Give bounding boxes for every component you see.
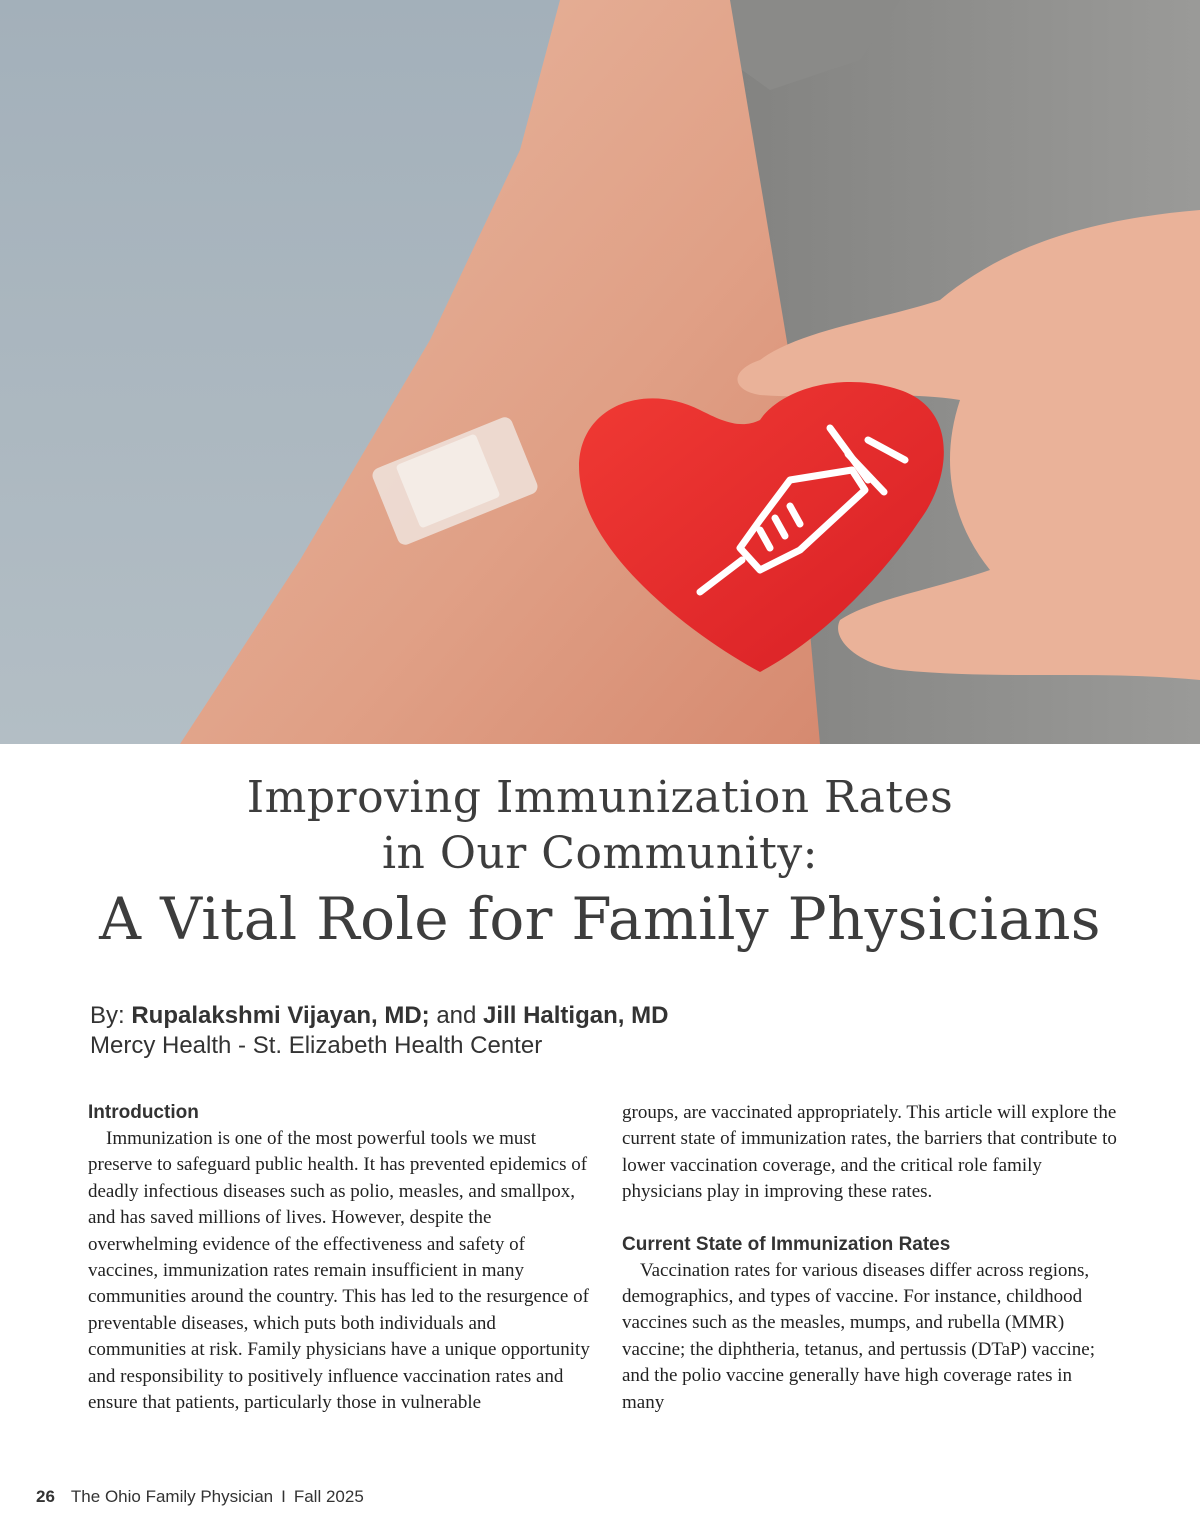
author-1: Rupalakshmi Vijayan, MD; bbox=[131, 1002, 430, 1029]
page-number: 26 bbox=[36, 1487, 55, 1506]
page-footer bbox=[36, 1487, 364, 1507]
byline-prefix: By: bbox=[90, 1002, 132, 1029]
section-heading-introduction: Introduction bbox=[88, 1102, 199, 1123]
current-state-paragraph: Vaccination rates for various diseases differ across regions, demographics, and types of vaccine. For instance, childhood vaccines such as the measles, mumps, and rubella (MMR) vaccine; the diphtheria, tetanus, and pertussis (DTaP) vaccine; and the polio vaccine generally have high coverage rates in many bbox=[622, 1259, 1095, 1413]
author-2: Jill Haltigan, MD bbox=[483, 1002, 669, 1029]
title-line-3: A Vital Role for Family Physicians bbox=[99, 885, 1101, 953]
issue-date: Fall 2025 bbox=[293, 1487, 364, 1506]
affiliation: Mercy Health - St. Elizabeth Health Center bbox=[90, 1032, 543, 1059]
intro-paragraph-continued: groups, are vaccinated appropriately. This article will explore the current state of immunization rates, the barriers that contribute to lower vaccination coverage, and the critical role family physicians play in improving these rates. bbox=[622, 1102, 1117, 1203]
article-title bbox=[0, 770, 1200, 956]
hero-photo bbox=[0, 0, 1200, 744]
column-left bbox=[88, 1100, 598, 1416]
title-line-2: in Our Community: bbox=[381, 828, 819, 879]
publication-name: The Ohio Family Physician bbox=[70, 1487, 274, 1506]
column-right bbox=[622, 1100, 1118, 1416]
title-line-1: Improving Immunization Rates bbox=[246, 772, 954, 823]
section-heading-current-state: Current State of Immunization Rates bbox=[622, 1233, 951, 1255]
hero-illustration bbox=[0, 0, 1200, 744]
byline bbox=[90, 1001, 668, 1031]
footer-separator: I bbox=[281, 1487, 286, 1506]
intro-paragraph: Immunization is one of the most powerful tools we must preserve to safeguard public health. It has prevented epidemics of deadly infectious diseases such as polio, measles, and smallpox, and has saved millions of lives. However, despite the overwhelming evidence of the effectiveness and safety of vaccines, immunization rates remain insufficient in many communities around the country. This has led to the resurgence of preventable diseases, which puts both individuals and communities at risk. Family physicians have a unique opportunity and responsibility to positively influence vaccination rates and ensure that patients, particularly those in vulnerable bbox=[88, 1128, 590, 1414]
byline-conjunction: and bbox=[429, 1002, 484, 1029]
